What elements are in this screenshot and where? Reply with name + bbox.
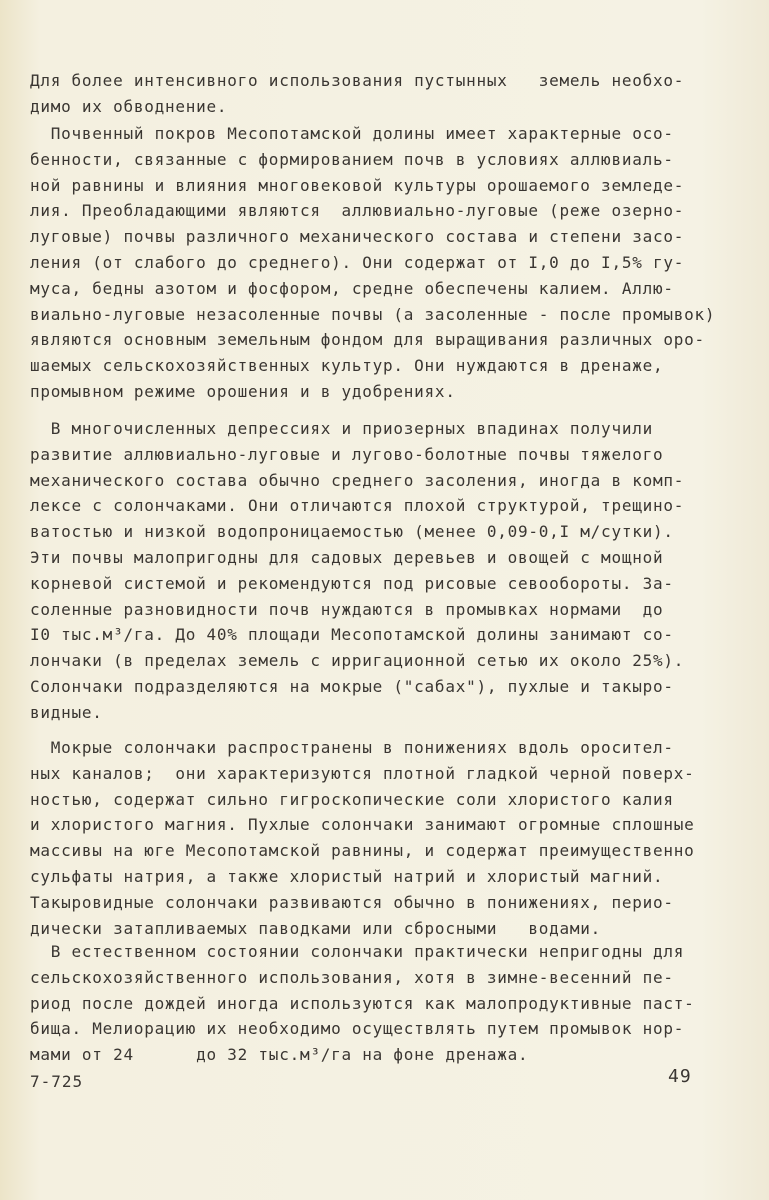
text-line: В естественном состоянии солончаки практически непригодны для xyxy=(30,942,685,961)
page-number: 49 xyxy=(668,1066,692,1087)
text-line: Мокрые солончаки распространены в понижениях вдоль оросител- xyxy=(30,738,674,757)
text-line: Солончаки подразделяются на мокрые ("сабах"), пухлые и такыро- xyxy=(30,676,674,696)
text-line: сульфаты натрия, а также хлористый натрий и хлористый магний. xyxy=(30,866,664,886)
text-line: муса, бедны азотом и фосфором, средне обеспечены калием. Аллю- xyxy=(30,278,674,298)
text-line: ватостью и низкой водопроницаемостью (менее 0,09-0,I м/сутки). xyxy=(30,522,674,542)
text-line: соленные разновидности почв нуждаются в промывках нормами до xyxy=(30,599,664,619)
paragraph-3 xyxy=(30,416,730,726)
text-line: ностью, содержат сильно гигроскопические соли хлористого калия xyxy=(30,789,674,809)
text-line: Для более интенсивного использования пустынных земель необхо- xyxy=(30,71,685,90)
paragraph-1 xyxy=(30,68,730,120)
text-line: I0 тыс.м³/га. До 40% площади Месопотамской долины занимают со- xyxy=(30,625,674,645)
text-line: Эти почвы малопригодны для садовых деревьев и овощей с мощной xyxy=(30,547,664,567)
text-line: лончаки (в пределах земель с ирригационной сетью их около 25%). xyxy=(30,651,685,671)
text-line: луговые) почвы различного механического состава и степени засо- xyxy=(30,227,685,247)
text-line: дически затапливаемых паводками или сбросными водами. xyxy=(30,918,602,938)
paragraph-2 xyxy=(30,121,730,405)
text-line: мами от 24 до 32 тыс.м³/га на фоне дренажа. xyxy=(30,1045,529,1065)
text-line: промывном режиме орошения и в удобрениях. xyxy=(30,381,456,401)
text-line: риод после дождей иногда используются как малопродуктивные паст- xyxy=(30,993,695,1013)
text-line: димо их обводнение. xyxy=(30,96,228,116)
text-line: сельскохозяйственного использования, хотя в зимне-весенний пе- xyxy=(30,967,674,987)
print-code: 7-725 xyxy=(30,1072,84,1091)
text-line: виально-луговые незасоленные почвы (а засоленные - после промывок) xyxy=(30,304,716,324)
text-line: развитие аллювиально-луговые и лугово-болотные почвы тяжелого xyxy=(30,444,664,464)
text-line: корневой системой и рекомендуются под рисовые севообороты. За- xyxy=(30,573,674,593)
text-line: ления (от слабого до среднего). Они содержат от I,0 до I,5% гу- xyxy=(30,252,685,272)
text-line: массивы на юге Месопотамской равнины, и содержат преимущественно xyxy=(30,841,695,861)
text-line: видные. xyxy=(30,702,103,722)
text-line: лия. Преобладающими являются аллювиально-луговые (реже озерно- xyxy=(30,201,685,221)
text-line: механического состава обычно среднего засоления, иногда в комп- xyxy=(30,470,685,490)
text-line: и хлористого магния. Пухлые солончаки занимают огромные сплошные xyxy=(30,815,695,835)
text-line: В многочисленных депрессиях и приозерных впадинах получили xyxy=(30,419,653,438)
text-line: являются основным земельным фондом для выращивания различных оро- xyxy=(30,330,705,350)
text-line: ных каналов; они характеризуются плотной гладкой черной поверх- xyxy=(30,763,695,783)
text-line: шаемых сельскохозяйственных культур. Они нуждаются в дренаже, xyxy=(30,356,664,376)
paragraph-4 xyxy=(30,735,730,941)
paragraph-5 xyxy=(30,939,730,1068)
text-line: ной равнины и влияния многовековой культуры орошаемого земледе- xyxy=(30,175,685,195)
text-line: бища. Мелиорацию их необходимо осуществлять путем промывок нор- xyxy=(30,1019,685,1039)
text-line: лексе с солончаками. Они отличаются плохой структурой, трещино- xyxy=(30,496,685,516)
text-line: Почвенный покров Месопотамской долины имеет характерные осо- xyxy=(30,124,674,143)
text-line: Такыровидные солончаки развиваются обычно в понижениях, перио- xyxy=(30,892,674,912)
text-line: бенности, связанные с формированием почв в условиях аллювиаль- xyxy=(30,149,674,169)
